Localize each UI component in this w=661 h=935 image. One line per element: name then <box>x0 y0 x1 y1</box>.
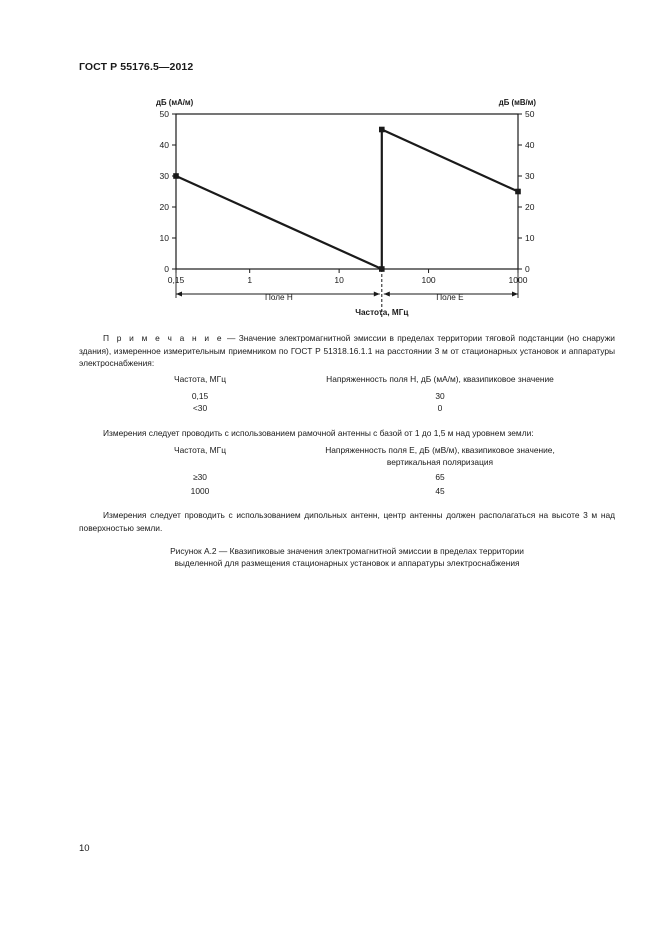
y-tick-label-left: 20 <box>159 202 169 212</box>
y-tick-label-right: 40 <box>525 140 535 150</box>
table2-cell: 65 <box>435 472 445 482</box>
table2-col2-header-line1: Напряженность поля E, дБ (мВ/м), квазипиковое значение, <box>325 445 555 455</box>
table2-cell: 1000 <box>190 486 210 496</box>
caption-line-1: Рисунок А.2 — Квазипиковые значения электромагнитной эмиссии в пределах территории <box>170 546 524 556</box>
table2-col1-header: Частота, МГц <box>173 445 226 455</box>
y-tick-label-left: 40 <box>159 140 169 150</box>
table2-cell: ≥30 <box>193 472 207 482</box>
note-text-2: Измерения следует проводить с использованием рамочной антенны с базой от 1 до 1,5 м над уровнем земли: <box>103 428 534 438</box>
caption-line-2: выделенной для размещения стационарных установок и аппаратуры электроснабжения <box>174 558 520 569</box>
figure-caption <box>79 545 615 570</box>
y-tick-label-left: 30 <box>159 171 169 181</box>
y-tick-label-right: 50 <box>525 109 535 119</box>
x-tick-label: 10 <box>334 275 344 285</box>
table2-col2-header-line2: вертикальная поляризация <box>386 457 494 467</box>
note-paragraph-3 <box>79 509 615 534</box>
x-tick-label: 100 <box>421 275 436 285</box>
x-tick-label: 1000 <box>508 275 528 285</box>
table2-cell: 45 <box>435 486 445 496</box>
note-text-3: Измерения следует проводить с использованием дипольных антенн, центр антенны должен располагаться на высоте 3 м над поверхностью земли. <box>79 510 615 533</box>
plot-frame <box>176 114 518 269</box>
region-h-label: Поле H <box>265 293 293 302</box>
table1-cell: 30 <box>435 391 445 401</box>
emission-chart <box>0 0 661 330</box>
left-axis-label: дБ (мА/м) <box>156 98 194 107</box>
x-tick-label: 1 <box>247 275 253 285</box>
table1-cell: <30 <box>192 403 208 413</box>
series-line-1 <box>176 176 382 269</box>
data-point-marker <box>379 127 385 133</box>
note-text-1: — Значение электромагнитной эмиссии в пределах территории тяговой подстанции (но снаружи здания), измеренное измерительным приемником по ГОСТ Р 51318.16.1.1 на расстоянии 3 м от стационарных установок и аппаратуры электроснабжения: <box>79 333 615 368</box>
y-tick-label-left: 10 <box>159 233 169 243</box>
right-axis-label: дБ (мВ/м) <box>498 98 536 107</box>
series-line-3 <box>382 130 518 192</box>
y-tick-label-right: 0 <box>525 264 530 274</box>
region-e-arrow-right <box>512 292 518 297</box>
y-tick-label-right: 30 <box>525 171 535 181</box>
region-e-label: Поле E <box>436 293 464 302</box>
note-paragraph-2 <box>79 427 615 440</box>
x-axis-label: Частота, МГц <box>355 308 409 317</box>
y-tick-label-left: 0 <box>164 264 169 274</box>
page-number: 10 <box>79 843 90 854</box>
document-header: ГОСТ Р 55176.5—2012 <box>79 61 194 73</box>
y-tick-label-right: 20 <box>525 202 535 212</box>
data-point-marker <box>379 266 385 272</box>
region-h-arrow-right <box>374 292 380 297</box>
note-paragraph <box>79 332 615 370</box>
region-h-arrow-left <box>176 292 182 297</box>
data-point-marker <box>515 189 521 195</box>
region-e-arrow-left <box>384 292 390 297</box>
table1-cell: 0,15 <box>191 391 209 401</box>
y-tick-label-right: 10 <box>525 233 535 243</box>
table1-col1-header: Частота, МГц <box>173 374 226 384</box>
x-tick-label: 0,15 <box>167 275 185 285</box>
y-tick-label-left: 50 <box>159 109 169 119</box>
data-point-marker <box>173 173 179 179</box>
note-prefix: П р и м е ч а н и е <box>103 333 224 343</box>
table1-cell: 0 <box>437 403 443 413</box>
table1-col2-header: Напряженность поля H, дБ (мА/м), квазипиковое значение <box>326 374 554 384</box>
